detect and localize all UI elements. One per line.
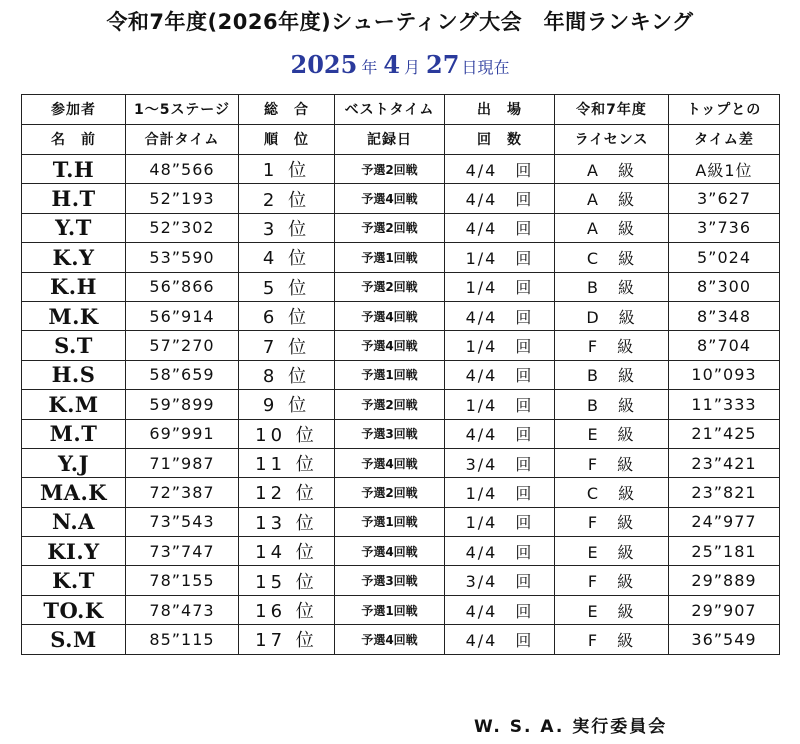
license-class: B 級 [555,272,669,301]
gap-to-top: 25”181 [669,537,780,566]
license-class: E 級 [555,595,669,624]
table-row [22,213,780,242]
header-license-line2: ライセンス [555,125,669,155]
participant-name: M.K [22,301,126,330]
header-diff-line2: タイム差 [669,125,780,155]
table-row [22,448,780,477]
total-time: 56”866 [126,272,239,301]
license-class: A 級 [555,213,669,242]
license-class: A 級 [555,184,669,213]
license-class: F 級 [555,331,669,360]
overall-rank: 10 位 [239,419,335,448]
participant-name: K.T [22,566,126,595]
table-row [22,301,780,330]
best-time-day: 予選3回戦 [335,566,445,595]
overall-rank: 8 位 [239,360,335,389]
best-time-day: 予選2回戦 [335,478,445,507]
license-class: F 級 [555,625,669,654]
gap-to-top: 23”821 [669,478,780,507]
table-row [22,419,780,448]
as-of-day: 27 [426,50,460,79]
best-time-day: 予選1回戦 [335,507,445,536]
gap-to-top: 29”889 [669,566,780,595]
best-time-day: 予選4回戦 [335,301,445,330]
entry-count: 4/4 回 [445,184,555,213]
entry-count: 4/4 回 [445,360,555,389]
license-class: B 級 [555,390,669,419]
table-row [22,331,780,360]
entry-count: 4/4 回 [445,213,555,242]
total-time: 78”473 [126,595,239,624]
overall-rank: 3 位 [239,213,335,242]
overall-rank: 16 位 [239,595,335,624]
license-class: F 級 [555,566,669,595]
header-entries-line1: 出 場 [445,95,555,125]
header-row-2 [22,125,780,155]
table-row [22,625,780,654]
gap-to-top: 8”348 [669,301,780,330]
overall-rank: 17 位 [239,625,335,654]
overall-rank: 5 位 [239,272,335,301]
license-class: E 級 [555,419,669,448]
license-class: C 級 [555,478,669,507]
table-row [22,272,780,301]
as-of-date [0,50,800,79]
total-time: 78”155 [126,566,239,595]
total-time: 73”747 [126,537,239,566]
license-class: E 級 [555,537,669,566]
entry-count: 1/4 回 [445,243,555,272]
total-time: 71”987 [126,448,239,477]
table-row [22,566,780,595]
entry-count: 1/4 回 [445,331,555,360]
best-time-day: 予選4回戦 [335,184,445,213]
header-rank-line1: 総 合 [239,95,335,125]
overall-rank: 2 位 [239,184,335,213]
as-of-day-suffix: 日現在 [461,58,510,77]
participant-name: M.T [22,419,126,448]
total-time: 72”387 [126,478,239,507]
header-rank-line2: 順 位 [239,125,335,155]
overall-rank: 4 位 [239,243,335,272]
table-row [22,243,780,272]
best-time-day: 予選4回戦 [335,331,445,360]
entry-count: 4/4 回 [445,419,555,448]
total-time: 73”543 [126,507,239,536]
participant-name: K.H [22,272,126,301]
best-time-day: 予選2回戦 [335,390,445,419]
overall-rank: 1 位 [239,155,335,184]
license-class: B 級 [555,360,669,389]
license-class: D 級 [555,301,669,330]
total-time: 52”193 [126,184,239,213]
entry-count: 1/4 回 [445,507,555,536]
header-diff-line1: トップとの [669,95,780,125]
overall-rank: 13 位 [239,507,335,536]
organizer-name: W. S. A. 実行委員会 [474,717,668,737]
total-time: 48”566 [126,155,239,184]
ranking-table [21,94,780,655]
participant-name: T.H [22,155,126,184]
best-time-day: 予選1回戦 [335,360,445,389]
participant-name: KI.Y [22,537,126,566]
best-time-day: 予選1回戦 [335,243,445,272]
header-total-time-line1: 1～5ステージ [126,95,239,125]
license-class: F 級 [555,507,669,536]
best-time-day: 予選2回戦 [335,213,445,242]
table-row [22,537,780,566]
entry-count: 4/4 回 [445,301,555,330]
license-class: C 級 [555,243,669,272]
overall-rank: 15 位 [239,566,335,595]
page-title: 令和7年度(2026年度)シューティング大会 年間ランキング [106,10,694,34]
participant-name: K.Y [22,243,126,272]
table-row [22,184,780,213]
gap-to-top: 29”907 [669,595,780,624]
overall-rank: 6 位 [239,301,335,330]
overall-rank: 12 位 [239,478,335,507]
total-time: 52”302 [126,213,239,242]
header-total-time-line2: 合計タイム [126,125,239,155]
gap-to-top: 3”736 [669,213,780,242]
participant-name: Y.T [22,213,126,242]
entry-count: 1/4 回 [445,478,555,507]
gap-to-top: 8”300 [669,272,780,301]
header-best-day-line1: ベストタイム [335,95,445,125]
participant-name: N.A [22,507,126,536]
participant-name: H.T [22,184,126,213]
header-name-line1: 参加者 [22,95,126,125]
entry-count: 3/4 回 [445,448,555,477]
best-time-day: 予選4回戦 [335,625,445,654]
participant-name: Y.J [22,448,126,477]
best-time-day: 予選4回戦 [335,448,445,477]
gap-to-top: 23”421 [669,448,780,477]
header-license-line1: 令和7年度 [555,95,669,125]
total-time: 85”115 [126,625,239,654]
table-row [22,595,780,624]
as-of-year-unit: 年 [361,58,378,77]
gap-to-top: 11”333 [669,390,780,419]
table-row [22,507,780,536]
gap-to-top: 10”093 [669,360,780,389]
overall-rank: 9 位 [239,390,335,419]
license-class: A 級 [555,155,669,184]
license-class: F 級 [555,448,669,477]
total-time: 56”914 [126,301,239,330]
ranking-body [22,155,780,655]
best-time-day: 予選4回戦 [335,537,445,566]
best-time-day: 予選3回戦 [335,419,445,448]
participant-name: S.M [22,625,126,654]
gap-to-top: 3”627 [669,184,780,213]
overall-rank: 14 位 [239,537,335,566]
total-time: 69”991 [126,419,239,448]
gap-to-top: 5”024 [669,243,780,272]
header-row-1 [22,95,780,125]
total-time: 57”270 [126,331,239,360]
entry-count: 1/4 回 [445,272,555,301]
gap-to-top: 36”549 [669,625,780,654]
entry-count: 4/4 回 [445,625,555,654]
best-time-day: 予選2回戦 [335,272,445,301]
header-entries-line2: 回 数 [445,125,555,155]
total-time: 58”659 [126,360,239,389]
header-name-line2: 名 前 [22,125,126,155]
entry-count: 4/4 回 [445,537,555,566]
participant-name: K.M [22,390,126,419]
overall-rank: 7 位 [239,331,335,360]
participant-name: TO.K [22,595,126,624]
header-best-day-line2: 記録日 [335,125,445,155]
best-time-day: 予選2回戦 [335,155,445,184]
gap-to-top: 24”977 [669,507,780,536]
table-row [22,478,780,507]
as-of-month: 4 [383,50,401,79]
as-of-month-unit: 月 [404,58,421,77]
overall-rank: 11 位 [239,448,335,477]
table-row [22,390,780,419]
participant-name: MA.K [22,478,126,507]
total-time: 59”899 [126,390,239,419]
participant-name: S.T [22,331,126,360]
entry-count: 4/4 回 [445,155,555,184]
gap-to-top: 21”425 [669,419,780,448]
participant-name: H.S [22,360,126,389]
entry-count: 3/4 回 [445,566,555,595]
entry-count: 1/4 回 [445,390,555,419]
entry-count: 4/4 回 [445,595,555,624]
table-row [22,360,780,389]
total-time: 53”590 [126,243,239,272]
table-row [22,155,780,184]
gap-to-top: A級1位 [669,155,780,184]
best-time-day: 予選1回戦 [335,595,445,624]
gap-to-top: 8”704 [669,331,780,360]
as-of-year: 2025 [290,50,358,79]
